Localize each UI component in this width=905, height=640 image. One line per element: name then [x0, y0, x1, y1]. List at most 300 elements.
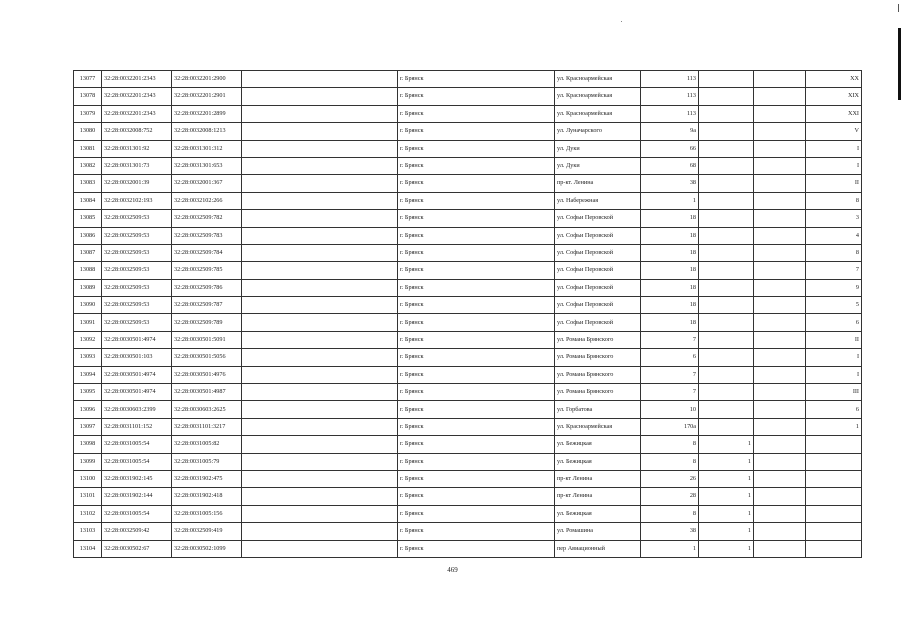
cell-description [242, 244, 398, 261]
cell-description [242, 210, 398, 227]
cell-record-number: 13101 [74, 488, 102, 505]
table-row [74, 505, 862, 522]
cell-object-number: 32:28:0032008:1213 [172, 123, 242, 140]
cell-parcel-number: 32:28:0032201:2343 [102, 88, 172, 105]
cell-building [699, 279, 754, 296]
table-row [74, 157, 862, 174]
cell-city: г. Брянск [398, 453, 555, 470]
cell-house-number: 6 [641, 349, 699, 366]
cell-record-number: 13099 [74, 453, 102, 470]
cell-street: ул. Софьи Перовской [555, 279, 641, 296]
cell-record-number: 13086 [74, 227, 102, 244]
cell-apartment-block [754, 505, 806, 522]
cell-apartment-block [754, 453, 806, 470]
cell-building [699, 157, 754, 174]
cell-house-number: 1 [641, 192, 699, 209]
cell-parcel-number: 32:28:0032008:752 [102, 123, 172, 140]
cell-house-number: 18 [641, 244, 699, 261]
cell-house-number: 10 [641, 401, 699, 418]
cell-street: ул. Бежицкая [555, 453, 641, 470]
cell-description [242, 366, 398, 383]
cell-apartment-block [754, 123, 806, 140]
cell-city: г. Брянск [398, 349, 555, 366]
cell-city: г. Брянск [398, 488, 555, 505]
table-row [74, 192, 862, 209]
table-row [74, 262, 862, 279]
cell-street: ул. Набережная [555, 192, 641, 209]
table-row [74, 470, 862, 487]
cell-street: ул. Софьи Перовской [555, 244, 641, 261]
cell-object-number: 32:28:0030501:5056 [172, 349, 242, 366]
cell-description [242, 314, 398, 331]
cell-description [242, 88, 398, 105]
cell-house-number: 18 [641, 297, 699, 314]
cell-apartment-block [754, 227, 806, 244]
cell-description [242, 331, 398, 348]
table-row [74, 123, 862, 140]
cell-premises [806, 436, 862, 453]
cell-parcel-number: 32:28:0030501:4974 [102, 331, 172, 348]
cell-premises: 5 [806, 297, 862, 314]
cell-street: ул. Романа Брянского [555, 331, 641, 348]
table-row [74, 227, 862, 244]
cell-street: ул. Красноармейская [555, 105, 641, 122]
table-row [74, 523, 862, 540]
cell-parcel-number: 32:28:0032201:2343 [102, 105, 172, 122]
cell-object-number: 32:28:0032509:782 [172, 210, 242, 227]
cell-premises: 1 [806, 418, 862, 435]
cell-description [242, 540, 398, 557]
cell-street: ул. Ромашина [555, 523, 641, 540]
cell-premises: 6 [806, 314, 862, 331]
cell-record-number: 13088 [74, 262, 102, 279]
cell-parcel-number: 32:28:0030502:67 [102, 540, 172, 557]
cell-description [242, 71, 398, 88]
cell-record-number: 13077 [74, 71, 102, 88]
cell-house-number: 68 [641, 157, 699, 174]
cell-house-number: 26 [641, 470, 699, 487]
cell-building [699, 105, 754, 122]
cell-apartment-block [754, 331, 806, 348]
cell-house-number: 18 [641, 314, 699, 331]
cell-building [699, 244, 754, 261]
cell-house-number: 18 [641, 262, 699, 279]
cell-premises: I [806, 140, 862, 157]
cell-parcel-number: 32:28:0032509:53 [102, 262, 172, 279]
cell-building: 1 [699, 436, 754, 453]
register-table [73, 70, 862, 558]
cell-premises [806, 453, 862, 470]
cell-city: г. Брянск [398, 523, 555, 540]
cell-description [242, 488, 398, 505]
table-row [74, 418, 862, 435]
cell-description [242, 453, 398, 470]
cell-street: пр-кт Ленина [555, 470, 641, 487]
cell-apartment-block [754, 71, 806, 88]
cell-parcel-number: 32:28:0031301:73 [102, 157, 172, 174]
cell-city: г. Брянск [398, 192, 555, 209]
cell-house-number: 113 [641, 88, 699, 105]
cell-object-number: 32:28:0032509:785 [172, 262, 242, 279]
cell-apartment-block [754, 297, 806, 314]
cell-object-number: 32:28:0032509:783 [172, 227, 242, 244]
cell-street: ул. Софьи Перовской [555, 314, 641, 331]
cell-description [242, 349, 398, 366]
scan-edge-tick [898, 4, 899, 12]
cell-object-number: 32:28:0030501:4987 [172, 384, 242, 401]
cell-premises: 8 [806, 244, 862, 261]
cell-object-number: 32:28:0032509:784 [172, 244, 242, 261]
table-row [74, 71, 862, 88]
cell-building [699, 366, 754, 383]
cell-building [699, 140, 754, 157]
cell-object-number: 32:28:0032001:367 [172, 175, 242, 192]
cell-city: г. Брянск [398, 366, 555, 383]
cell-object-number: 32:28:0032509:789 [172, 314, 242, 331]
cell-premises: V [806, 123, 862, 140]
table-row [74, 488, 862, 505]
cell-record-number: 13079 [74, 105, 102, 122]
cell-building [699, 227, 754, 244]
cell-record-number: 13082 [74, 157, 102, 174]
cell-record-number: 13080 [74, 123, 102, 140]
cell-record-number: 13091 [74, 314, 102, 331]
cell-description [242, 192, 398, 209]
cell-house-number: 38 [641, 175, 699, 192]
cell-record-number: 13098 [74, 436, 102, 453]
cell-city: г. Брянск [398, 210, 555, 227]
cell-house-number: 8 [641, 505, 699, 522]
cell-record-number: 13094 [74, 366, 102, 383]
scan-dot [621, 21, 622, 22]
cell-city: г. Брянск [398, 140, 555, 157]
cell-street: ул. Романа Брянского [555, 349, 641, 366]
cell-house-number: 28 [641, 488, 699, 505]
cell-street: ул. Дуки [555, 157, 641, 174]
cell-building [699, 192, 754, 209]
cell-premises [806, 488, 862, 505]
cell-apartment-block [754, 540, 806, 557]
cell-object-number: 32:28:0031005:79 [172, 453, 242, 470]
cell-building [699, 349, 754, 366]
cell-house-number: 9а [641, 123, 699, 140]
cell-premises: 6 [806, 401, 862, 418]
cell-street: ул. Красноармейская [555, 71, 641, 88]
cell-street: пр-кт. Ленина [555, 175, 641, 192]
cell-apartment-block [754, 523, 806, 540]
cell-parcel-number: 32:28:0031301:92 [102, 140, 172, 157]
cell-description [242, 297, 398, 314]
cell-building [699, 175, 754, 192]
cell-city: г. Брянск [398, 314, 555, 331]
cell-premises: I [806, 366, 862, 383]
cell-record-number: 13102 [74, 505, 102, 522]
cell-street: ул. Софьи Перовской [555, 227, 641, 244]
cell-description [242, 123, 398, 140]
cell-city: г. Брянск [398, 175, 555, 192]
cell-description [242, 140, 398, 157]
cell-apartment-block [754, 418, 806, 435]
register-rows [74, 71, 862, 558]
cell-street: ул. Софьи Перовской [555, 262, 641, 279]
table-row [74, 436, 862, 453]
cell-apartment-block [754, 262, 806, 279]
cell-record-number: 13103 [74, 523, 102, 540]
cell-record-number: 13081 [74, 140, 102, 157]
table-row [74, 314, 862, 331]
table-row [74, 349, 862, 366]
cell-object-number: 32:28:0031101:3217 [172, 418, 242, 435]
cell-apartment-block [754, 488, 806, 505]
table-row [74, 331, 862, 348]
cell-street: ул. Софьи Перовской [555, 210, 641, 227]
cell-apartment-block [754, 366, 806, 383]
cell-record-number: 13093 [74, 349, 102, 366]
cell-house-number: 7 [641, 366, 699, 383]
cell-street: пр-кт Ленина [555, 488, 641, 505]
cell-city: г. Брянск [398, 470, 555, 487]
cell-building: 1 [699, 488, 754, 505]
cell-city: г. Брянск [398, 384, 555, 401]
cell-apartment-block [754, 470, 806, 487]
cell-house-number: 8 [641, 453, 699, 470]
cell-house-number: 7 [641, 331, 699, 348]
cell-parcel-number: 32:28:0030603:2399 [102, 401, 172, 418]
cell-city: г. Брянск [398, 88, 555, 105]
cell-parcel-number: 32:28:0032102:193 [102, 192, 172, 209]
cell-city: г. Брянск [398, 105, 555, 122]
cell-street: ул. Красноармейская [555, 418, 641, 435]
cell-object-number: 32:28:0031301:653 [172, 157, 242, 174]
cell-apartment-block [754, 88, 806, 105]
cell-street: ул. Горбатова [555, 401, 641, 418]
cell-building [699, 418, 754, 435]
cell-record-number: 13100 [74, 470, 102, 487]
cell-description [242, 227, 398, 244]
cell-parcel-number: 32:28:0031902:144 [102, 488, 172, 505]
cell-description [242, 175, 398, 192]
cell-street: ул. Луначарского [555, 123, 641, 140]
cell-apartment-block [754, 157, 806, 174]
table-row [74, 105, 862, 122]
cell-description [242, 401, 398, 418]
cell-premises: I [806, 157, 862, 174]
cell-city: г. Брянск [398, 331, 555, 348]
cell-object-number: 32:28:0031005:82 [172, 436, 242, 453]
cell-object-number: 32:28:0032201:2900 [172, 71, 242, 88]
cell-city: г. Брянск [398, 297, 555, 314]
cell-city: г. Брянск [398, 157, 555, 174]
cell-building: 1 [699, 470, 754, 487]
table-row [74, 401, 862, 418]
cell-parcel-number: 32:28:0032509:53 [102, 314, 172, 331]
cell-object-number: 32:28:0032509:787 [172, 297, 242, 314]
cell-street: ул. Романа Брянского [555, 384, 641, 401]
cell-object-number: 32:28:0032201:2901 [172, 88, 242, 105]
cell-parcel-number: 32:28:0032509:53 [102, 244, 172, 261]
cell-object-number: 32:28:0030502:1099 [172, 540, 242, 557]
cell-parcel-number: 32:28:0032509:53 [102, 210, 172, 227]
table-row [74, 88, 862, 105]
cell-house-number: 1 [641, 540, 699, 557]
cell-apartment-block [754, 105, 806, 122]
cell-parcel-number: 32:28:0030501:103 [102, 349, 172, 366]
page-number: 469 [447, 566, 458, 574]
cell-description [242, 470, 398, 487]
cell-building [699, 262, 754, 279]
cell-building: 1 [699, 540, 754, 557]
table-row [74, 540, 862, 557]
cell-premises: II [806, 331, 862, 348]
table-row [74, 210, 862, 227]
cell-object-number: 32:28:0031902:475 [172, 470, 242, 487]
cell-description [242, 384, 398, 401]
table-row [74, 453, 862, 470]
cell-city: г. Брянск [398, 71, 555, 88]
cell-premises: XXI [806, 105, 862, 122]
cell-city: г. Брянск [398, 279, 555, 296]
cell-record-number: 13104 [74, 540, 102, 557]
cell-building [699, 210, 754, 227]
cell-street: ул. Бежицкая [555, 436, 641, 453]
cell-building [699, 314, 754, 331]
cell-description [242, 279, 398, 296]
cell-house-number: 8 [641, 436, 699, 453]
cell-premises: 3 [806, 210, 862, 227]
cell-street: ул. Красноармейская [555, 88, 641, 105]
cell-street: ул. Романа Брянского [555, 366, 641, 383]
cell-object-number: 32:28:0031005:156 [172, 505, 242, 522]
cell-parcel-number: 32:28:0032509:53 [102, 279, 172, 296]
cell-parcel-number: 32:28:0032201:2343 [102, 71, 172, 88]
cell-house-number: 18 [641, 279, 699, 296]
cell-premises: 8 [806, 192, 862, 209]
cell-record-number: 13085 [74, 210, 102, 227]
cell-city: г. Брянск [398, 262, 555, 279]
cell-apartment-block [754, 279, 806, 296]
cell-premises [806, 540, 862, 557]
cell-record-number: 13089 [74, 279, 102, 296]
cell-city: г. Брянск [398, 123, 555, 140]
cell-object-number: 32:28:0032201:2899 [172, 105, 242, 122]
cell-premises: XIX [806, 88, 862, 105]
cell-house-number: 170а [641, 418, 699, 435]
cell-description [242, 523, 398, 540]
cell-building: 1 [699, 523, 754, 540]
cell-city: г. Брянск [398, 244, 555, 261]
cell-premises: III [806, 384, 862, 401]
cell-description [242, 262, 398, 279]
cell-building: 1 [699, 505, 754, 522]
cell-record-number: 13083 [74, 175, 102, 192]
cell-street: ул. Бежицкая [555, 505, 641, 522]
cell-house-number: 18 [641, 227, 699, 244]
cell-parcel-number: 32:28:0032509:53 [102, 297, 172, 314]
cell-parcel-number: 32:28:0031101:152 [102, 418, 172, 435]
cell-apartment-block [754, 244, 806, 261]
cell-house-number: 18 [641, 210, 699, 227]
cell-object-number: 32:28:0032102:266 [172, 192, 242, 209]
cell-record-number: 13095 [74, 384, 102, 401]
cell-city: г. Брянск [398, 401, 555, 418]
cell-object-number: 32:28:0031301:312 [172, 140, 242, 157]
cell-street: ул. Софьи Перовской [555, 297, 641, 314]
cell-apartment-block [754, 349, 806, 366]
cell-record-number: 13092 [74, 331, 102, 348]
cell-premises: 9 [806, 279, 862, 296]
cell-record-number: 13078 [74, 88, 102, 105]
table-row [74, 279, 862, 296]
scan-edge-bar [898, 28, 901, 100]
cell-apartment-block [754, 140, 806, 157]
cell-apartment-block [754, 384, 806, 401]
cell-parcel-number: 32:28:0031005:54 [102, 436, 172, 453]
cell-object-number: 32:28:0032509:786 [172, 279, 242, 296]
cell-street: пер Авиационный [555, 540, 641, 557]
cell-building [699, 71, 754, 88]
cell-house-number: 7 [641, 384, 699, 401]
cell-building [699, 384, 754, 401]
cell-parcel-number: 32:28:0032001:39 [102, 175, 172, 192]
cell-city: г. Брянск [398, 418, 555, 435]
table-row [74, 175, 862, 192]
cell-object-number: 32:28:0030501:5091 [172, 331, 242, 348]
cell-premises: II [806, 175, 862, 192]
cell-house-number: 113 [641, 71, 699, 88]
cell-description [242, 157, 398, 174]
cell-street: ул. Дуки [555, 140, 641, 157]
cell-parcel-number: 32:28:0030501:4974 [102, 384, 172, 401]
cell-city: г. Брянск [398, 227, 555, 244]
cell-description [242, 418, 398, 435]
cell-record-number: 13096 [74, 401, 102, 418]
cell-premises: 4 [806, 227, 862, 244]
table-row [74, 384, 862, 401]
cell-building [699, 401, 754, 418]
cell-apartment-block [754, 210, 806, 227]
cell-record-number: 13097 [74, 418, 102, 435]
cell-record-number: 13084 [74, 192, 102, 209]
cell-building [699, 123, 754, 140]
cell-object-number: 32:28:0030603:2625 [172, 401, 242, 418]
cell-house-number: 38 [641, 523, 699, 540]
table-row [74, 140, 862, 157]
cell-description [242, 105, 398, 122]
cell-city: г. Брянск [398, 436, 555, 453]
cell-city: г. Брянск [398, 540, 555, 557]
cell-apartment-block [754, 436, 806, 453]
table-row [74, 366, 862, 383]
cell-apartment-block [754, 175, 806, 192]
cell-house-number: 113 [641, 105, 699, 122]
cell-parcel-number: 32:28:0031902:145 [102, 470, 172, 487]
cell-parcel-number: 32:28:0031005:54 [102, 505, 172, 522]
cell-premises: 7 [806, 262, 862, 279]
cell-building [699, 88, 754, 105]
cell-record-number: 13087 [74, 244, 102, 261]
table-row [74, 297, 862, 314]
cell-premises [806, 505, 862, 522]
cell-object-number: 32:28:0030501:4976 [172, 366, 242, 383]
cell-house-number: 66 [641, 140, 699, 157]
table-row [74, 244, 862, 261]
cell-building [699, 331, 754, 348]
cell-parcel-number: 32:28:0030501:4974 [102, 366, 172, 383]
cell-city: г. Брянск [398, 505, 555, 522]
cell-premises [806, 470, 862, 487]
cell-parcel-number: 32:28:0032509:42 [102, 523, 172, 540]
cell-building [699, 297, 754, 314]
